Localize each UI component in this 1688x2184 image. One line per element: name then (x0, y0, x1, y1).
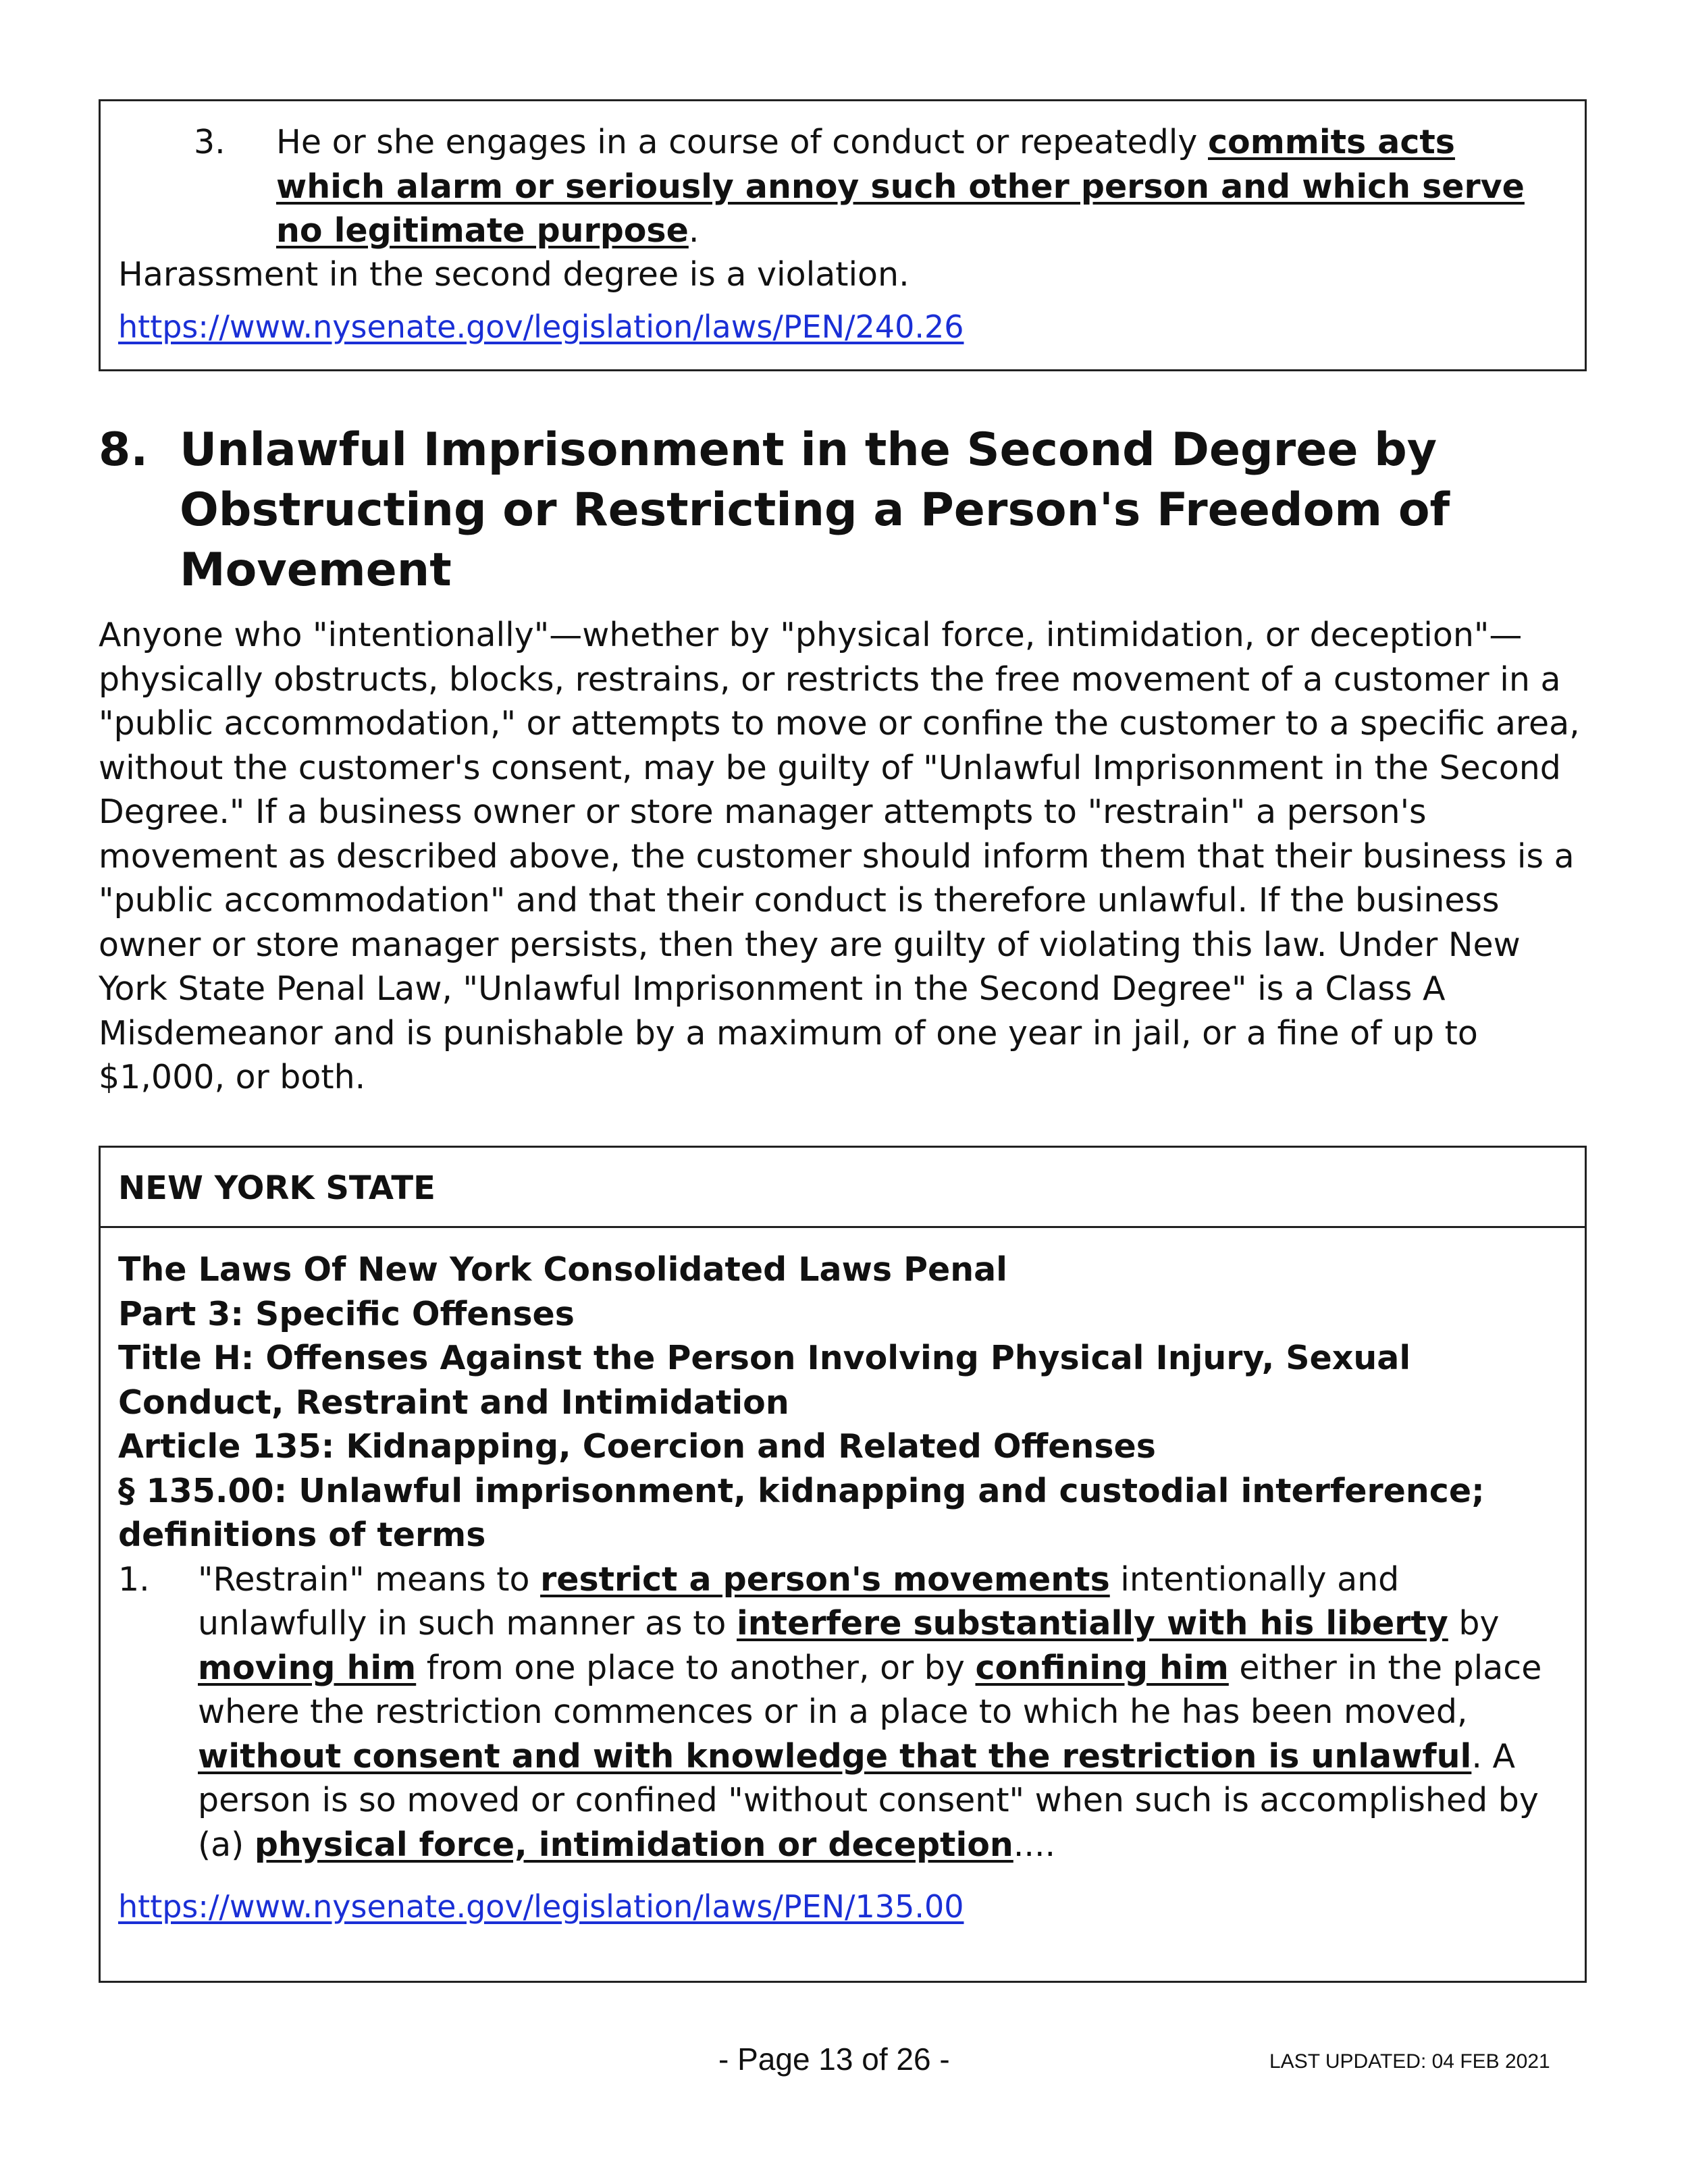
last-updated: LAST UPDATED: 04 FEB 2021 (1269, 2050, 1550, 2073)
def-seg-5: by (1448, 1604, 1500, 1643)
def-emph-3: moving him (198, 1648, 417, 1687)
item-text-end: . (688, 211, 700, 250)
def-seg-7: from one place to another, or by (416, 1648, 976, 1687)
def-seg-11: . A person is so moved or confined "without consent" when such is accomplished by (a) (198, 1736, 1539, 1864)
page-number: - Page 13 of 26 - (718, 2042, 950, 2077)
def-emph-5: without consent and with knowledge that the restriction is unlawful (198, 1736, 1472, 1776)
law-article: Article 135: Kidnapping, Coercion and Related Offenses (118, 1427, 1156, 1466)
law-part: Part 3: Specific Offenses (118, 1294, 575, 1333)
box-header: NEW YORK STATE (118, 1169, 436, 1207)
statute-box (99, 1146, 1587, 1983)
statute-content (118, 1248, 1570, 1867)
item-text-emphasis: commits acts which alarm or seriously annoy such other person and which serve no legitimate purpose (276, 123, 1525, 250)
def-emph-4: confining him (975, 1648, 1229, 1687)
law-section: § 135.00: Unlawful imprisonment, kidnapping and custodial interference; definitions of terms (118, 1471, 1485, 1554)
def-seg-13: .... (1013, 1825, 1056, 1864)
law-title: Title H: Offenses Against the Person Involving Physical Injury, Sexual Conduct, Restraint and Intimidation (118, 1339, 1411, 1422)
section-title: Unlawful Imprisonment in the Second Degree by Obstructing or Restricting a Person's Freedom of Movement (180, 423, 1450, 597)
def-seg-1: "Restrain" means to (198, 1560, 541, 1599)
section-number: 8. (99, 423, 149, 477)
def-emph-6: physical force, intimidation or deception (254, 1825, 1013, 1864)
violation-line: Harassment in the second degree is a violation. (118, 255, 909, 294)
statute-link-135-00[interactable]: https://www.nysenate.gov/legislation/laws/PEN/135.00 (118, 1888, 964, 1925)
def-emph-1: restrict a person's movements (540, 1560, 1110, 1599)
section-body: Anyone who "intentionally"—whether by "physical force, intimidation, or deception"—physically obstructs, blocks, restrains, or restricts the free movement of a customer in a "public accommodation," or attempts to move or confine the customer to a specific area, without the customer's consent, may be guilty of "Unlawful Imprisonment in the Second Degree." If a business owner or store manager attempts to "restrain" a person's movement as described above, the customer should inform them that their business is a "public accommodation" and that their conduct is therefore unlawful. If the business owner or store manager persists, then they are guilty of violating this law. Under New York State Penal Law, "Unlawful Imprisonment in the Second Degree" is a Class A Misdemeanor and is punishable by a maximum of one year in jail, or a fine of up to $1,000, or both. (99, 616, 1580, 1096)
law-source: The Laws Of New York Consolidated Laws Penal (118, 1250, 1007, 1289)
item-number: 3. (194, 123, 226, 161)
list-item (101, 120, 1573, 253)
item-number: 1. (118, 1560, 150, 1599)
statute-link-240-26[interactable]: https://www.nysenate.gov/legislation/laws/PEN/240.26 (118, 309, 964, 345)
definition-item (118, 1557, 1570, 1867)
section-heading (99, 420, 1530, 600)
def-seg-3: intentionally and unlawfully in such manner as to (198, 1560, 1400, 1643)
def-emph-2: interfere substantially with his liberty (736, 1604, 1448, 1643)
harassment-box (99, 99, 1587, 371)
item-text: He or she engages in a course of conduct or repeatedly (276, 123, 1208, 161)
def-seg-9: either in the place where the restriction commences or in a place to which he has been moved, (198, 1648, 1542, 1731)
header-divider (101, 1226, 1585, 1228)
